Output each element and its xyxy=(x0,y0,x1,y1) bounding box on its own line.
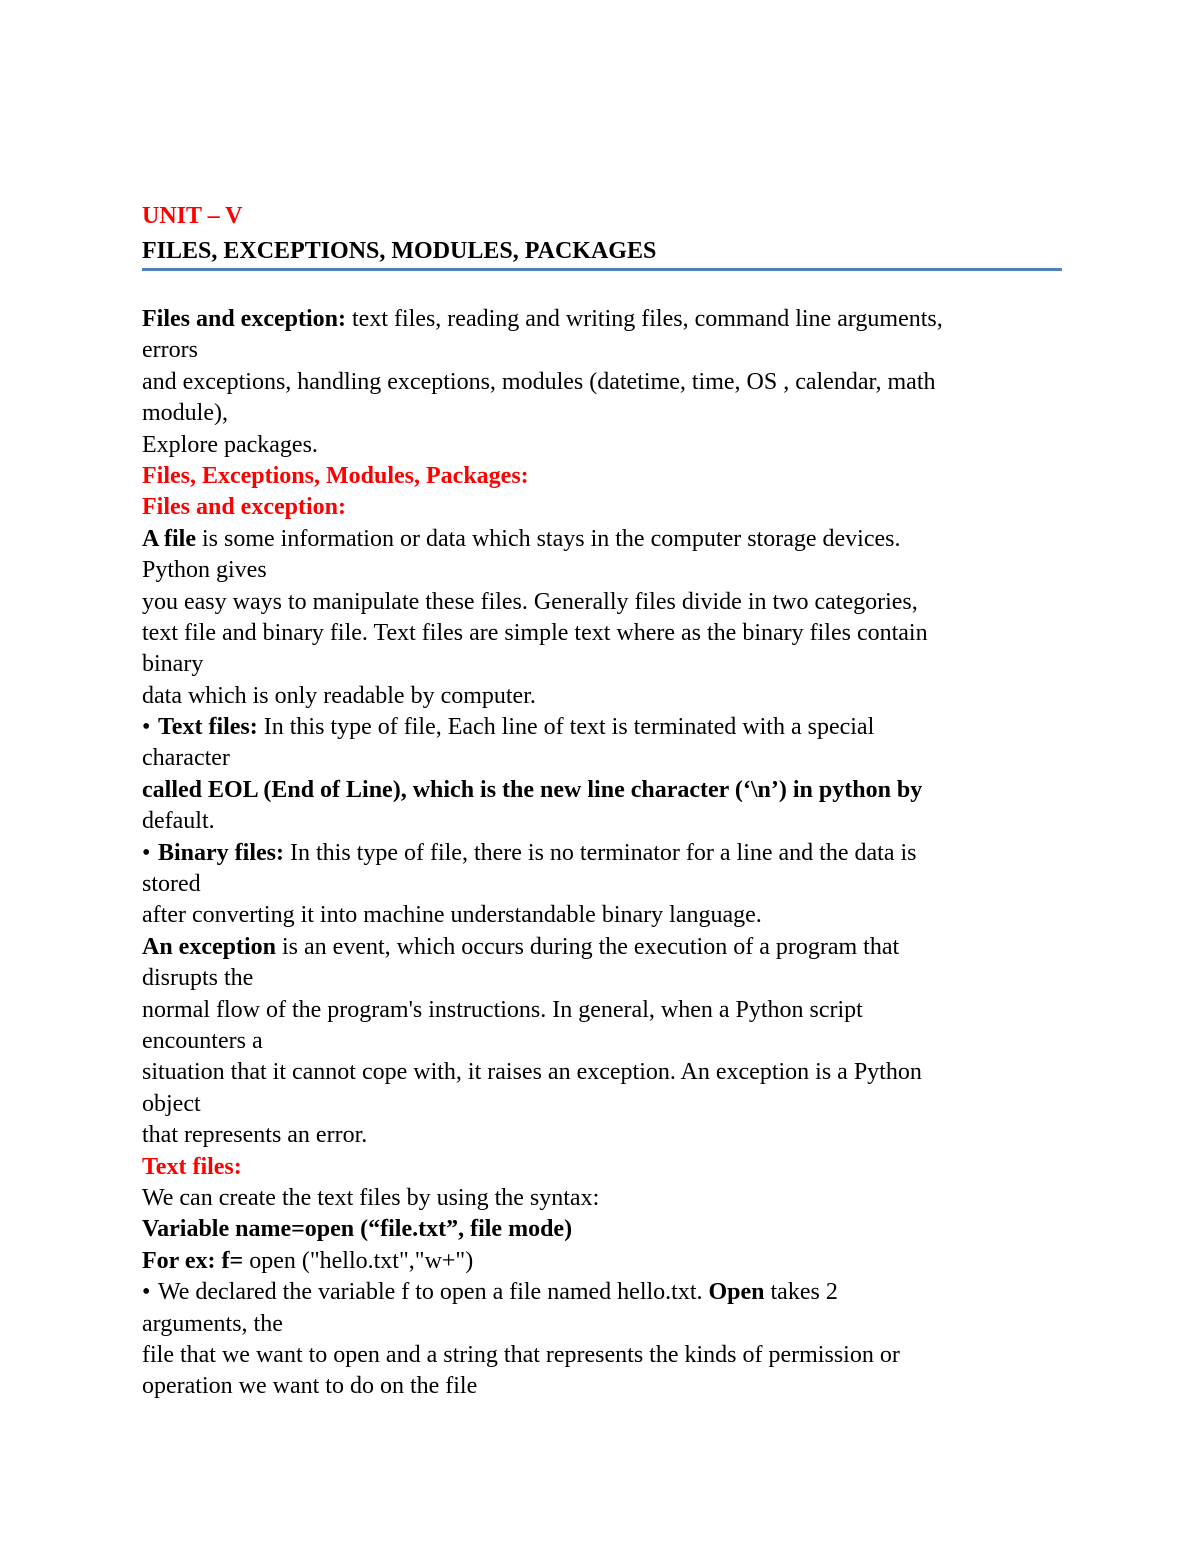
paragraph-line: normal flow of the program's instructions. In general, when a Python script xyxy=(142,996,863,1023)
paragraph-text: is some information or data which stays in the computer storage devices. xyxy=(196,525,901,552)
paragraph-line: binary xyxy=(142,651,204,678)
syllabus-line: Explore packages. xyxy=(142,431,318,458)
paragraph-line: text file and binary file. Text files are simple text where as the binary files contain xyxy=(142,619,928,646)
bullet-line: called EOL (End of Line), which is the new line character (‘\n’) in python by xyxy=(142,776,923,803)
term-binary-files: Binary files: xyxy=(158,839,284,866)
section-heading: Text files: xyxy=(142,1153,242,1180)
bullet-line: character xyxy=(142,745,230,772)
bullet-text: In this type of file, Each line of text is terminated with a special xyxy=(257,714,875,741)
term-text-files: Text files: xyxy=(158,714,258,741)
bullet-text: We declared the variable f to open a file named hello.txt. xyxy=(158,1279,709,1306)
bullet-text: takes 2 xyxy=(764,1279,838,1306)
paragraph-line xyxy=(142,524,1072,555)
paragraph-line: data which is only readable by computer. xyxy=(142,682,536,709)
syllabus-line: errors xyxy=(142,337,198,364)
unit-label: UNIT – V xyxy=(142,203,243,229)
paragraph-line: you easy ways to manipulate these files. Generally files divide in two categories, xyxy=(142,588,918,615)
example-label: For ex: f= xyxy=(142,1247,244,1274)
document-body xyxy=(142,198,1072,1403)
term-exception: An exception xyxy=(142,933,276,960)
syllabus-line xyxy=(142,304,1072,335)
bullet-line: stored xyxy=(142,871,201,898)
paragraph-line: object xyxy=(142,1090,201,1117)
syntax-line: Variable name=open (“file.txt”, file mode) xyxy=(142,1216,573,1243)
syllabus-line: and exceptions, handling exceptions, modules (datetime, time, OS , calendar, math xyxy=(142,368,936,395)
syllabus-label: Files and exception: xyxy=(142,306,346,332)
bullet-line: arguments, the xyxy=(142,1310,283,1337)
syllabus-line: module), xyxy=(142,400,228,427)
bullet-icon: • xyxy=(142,714,151,741)
example-line xyxy=(142,1246,1072,1277)
section-heading: Files and exception: xyxy=(142,494,346,521)
paragraph-line: We can create the text files by using the syntax: xyxy=(142,1184,600,1211)
bullet-line: after converting it into machine understandable binary language. xyxy=(142,902,762,929)
syllabus-text: text files, reading and writing files, command line arguments, xyxy=(346,306,943,332)
paragraph-line: Python gives xyxy=(142,557,267,584)
paragraph-line: situation that it cannot cope with, it raises an exception. An exception is a Python xyxy=(142,1059,922,1086)
paragraph-line xyxy=(142,932,1072,963)
bullet-line: file that we want to open and a string that represents the kinds of permission or xyxy=(142,1341,900,1368)
term-file: A file xyxy=(142,525,196,552)
bullet-line: default. xyxy=(142,808,215,835)
paragraph-line: disrupts the xyxy=(142,965,254,992)
paragraph-line: that represents an error. xyxy=(142,1122,368,1149)
paragraph-line: encounters a xyxy=(142,1027,263,1054)
term-open: Open xyxy=(708,1279,765,1306)
bullet-item xyxy=(142,838,1072,869)
spacer xyxy=(142,268,1072,304)
bullet-text: In this type of file, there is no terminator for a line and the data is xyxy=(284,839,917,866)
bullet-line: operation we want to do on the file xyxy=(142,1373,478,1400)
bullet-icon: • xyxy=(142,839,151,866)
section-heading: Files, Exceptions, Modules, Packages: xyxy=(142,462,529,489)
example-code: open ("hello.txt","w+") xyxy=(243,1247,474,1274)
paragraph-text: is an event, which occurs during the execution of a program that xyxy=(276,933,900,960)
bullet-item xyxy=(142,1277,1072,1308)
bullet-icon: • xyxy=(142,1279,151,1306)
page-title: FILES, EXCEPTIONS, MODULES, PACKAGES xyxy=(142,238,657,264)
bullet-item xyxy=(142,712,1072,743)
